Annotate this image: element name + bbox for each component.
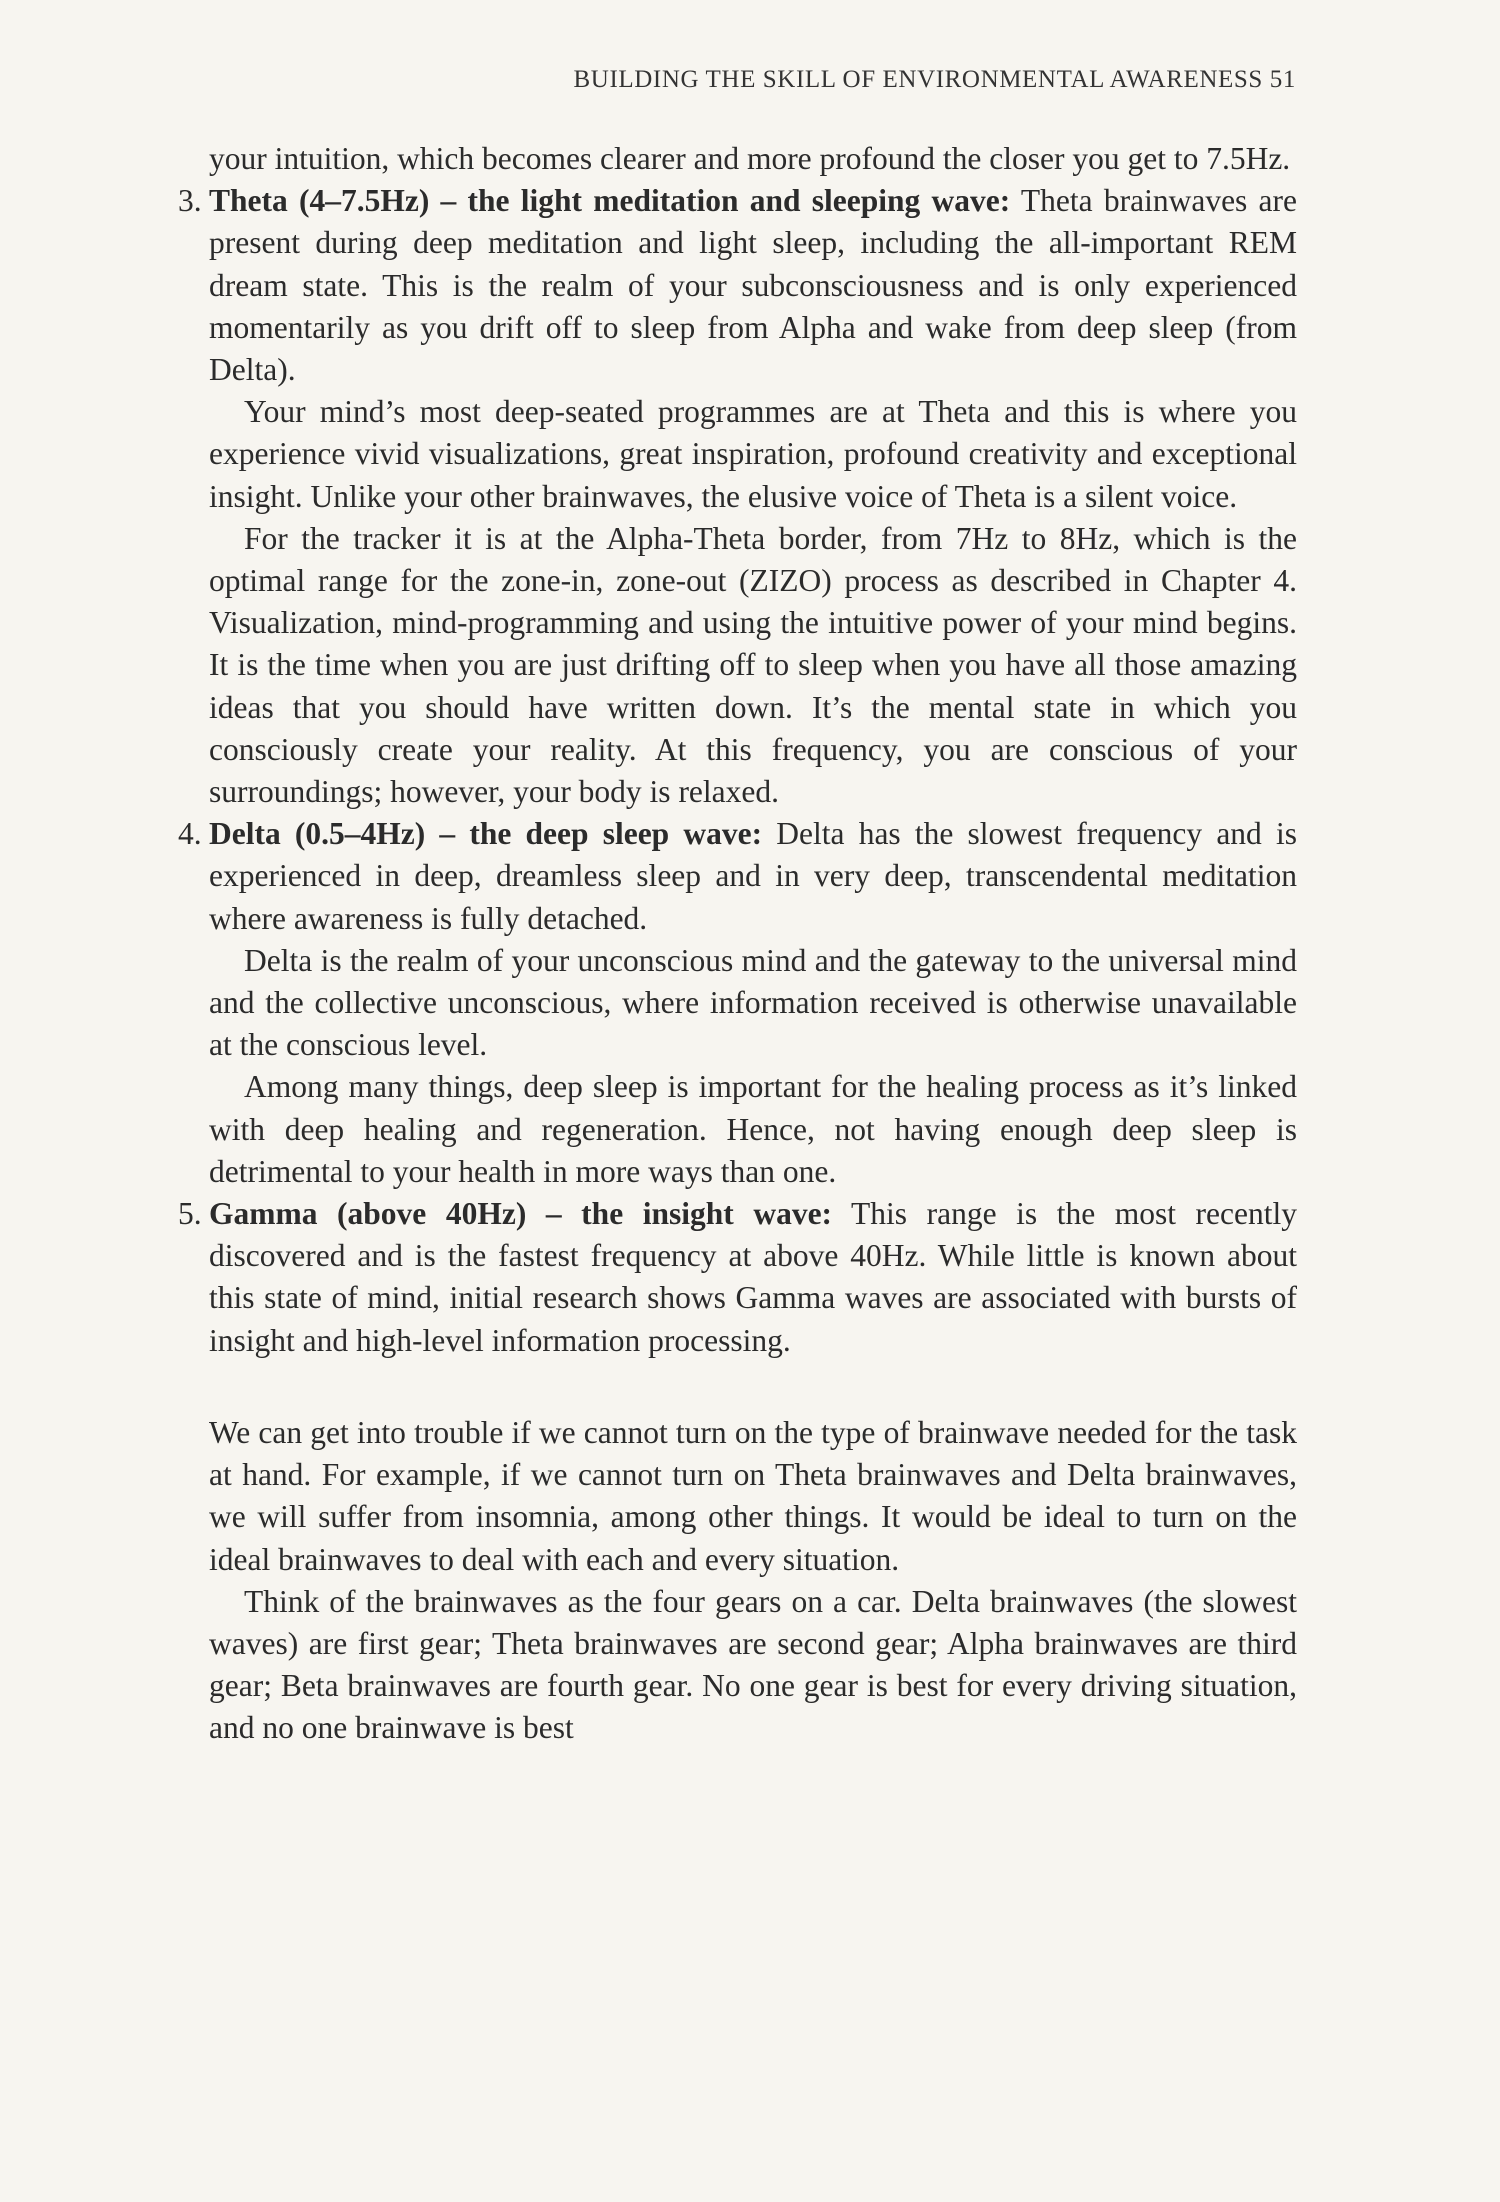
list-item-paragraph: Your mind’s most deep-seated programmes are at Theta and this is where you experience vivid visualizations, great inspiration, profound creativity and exceptional insight. Unlike your other brainwaves, the elusive voice of Theta is a silent voice. — [209, 394, 1297, 514]
list-item-text: Delta has the slowest frequency and is experienced in deep, dreamless sleep and in very deep, transcendental meditation where awareness is fully detached. — [209, 816, 1297, 936]
running-header — [574, 66, 1296, 94]
list-item — [178, 180, 1297, 813]
page-body — [178, 138, 1297, 1750]
list-item-number: 4. — [178, 816, 202, 852]
list-item-text: This range is the most recently discovered and is the fastest frequency at above 40Hz. While little is known about this state of mind, initial research shows Gamma waves are associated with bursts of insight and high-level information processing. — [209, 1196, 1297, 1358]
list-item-heading: Theta (4–7.5Hz) – the light meditation and sleeping wave: — [209, 183, 1011, 219]
list-item-number: 3. — [178, 183, 202, 219]
list-item-number: 5. — [178, 1196, 202, 1232]
list-item — [178, 1193, 1297, 1362]
page-number: 51 — [1269, 66, 1296, 93]
running-title: BUILDING THE SKILL OF ENVIRONMENTAL AWARENESS — [573, 66, 1263, 93]
list-item-heading: Delta (0.5–4Hz) – the deep sleep wave: — [209, 816, 763, 852]
list-item-paragraph: Among many things, deep sleep is important for the healing process as it’s linked with deep healing and regeneration. Hence, not having enough deep sleep is detrimental to your health in more ways than one. — [209, 1069, 1297, 1189]
section-spacer — [209, 1362, 1297, 1412]
continuation-paragraph: your intuition, which becomes clearer and more profound the closer you get to 7.5Hz. — [209, 141, 1291, 176]
list-item-paragraph: For the tracker it is at the Alpha-Theta border, from 7Hz to 8Hz, which is the optimal range for the zone-in, zone-out (ZIZO) process as described in Chapter 4. Visualization, mind-programming and using the intuitive power of your mind begins. It is the time when you are just drifting off to sleep when you have all those amazing ideas that you should have written down. It’s the mental state in which you consciously create your reality. At this frequency, you are conscious of your surroundings; however, your body is relaxed. — [209, 520, 1297, 810]
body-paragraph: Think of the brainwaves as the four gears on a car. Delta brainwaves (the slowest waves) are first gear; Theta brainwaves are second gear; Alpha brainwaves are third gear; Beta brainwaves are fourth gear. No one gear is best for every driving situation, and no one brainwave is best — [209, 1583, 1297, 1746]
list-item-paragraph: Delta is the realm of your unconscious mind and the gateway to the universal mind and the collective unconscious, where information received is otherwise unavailable at the conscious level. — [209, 942, 1297, 1063]
body-paragraph: We can get into trouble if we cannot turn on the type of brainwave needed for the task at hand. For example, if we cannot turn on Theta brainwaves and Delta brainwaves, we will suffer from insomnia, among other things. It would be ideal to turn on the ideal brainwaves to deal with each and every situation. — [209, 1414, 1297, 1577]
list-item-heading: Gamma (above 40Hz) – the insight wave: — [209, 1196, 833, 1232]
list-item — [178, 813, 1297, 1193]
list-item-text: Theta brainwaves are present during deep meditation and light sleep, including the all-important REM dream state. This is the realm of your subconsciousness and is only experienced momentarily as you drift off to sleep from Alpha and wake from deep sleep (from Delta). — [209, 183, 1297, 388]
brainwave-list — [178, 138, 1297, 1362]
